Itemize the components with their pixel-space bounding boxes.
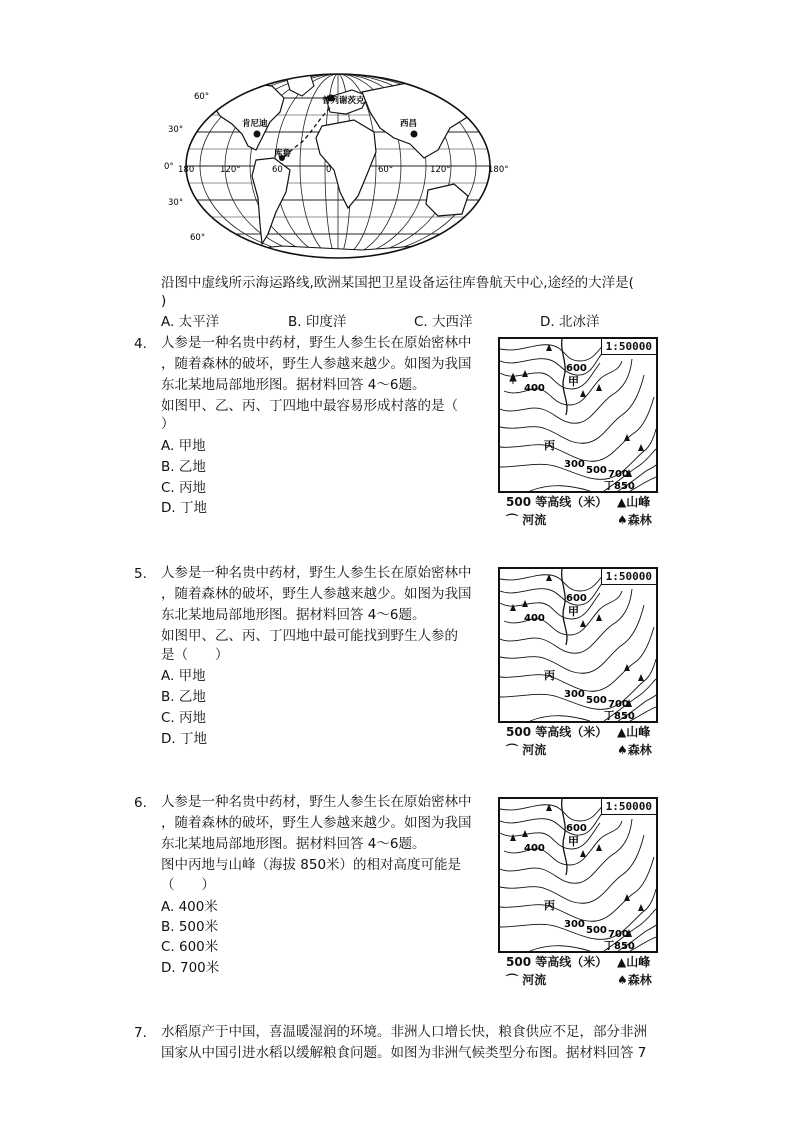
svg-text:600: 600 bbox=[566, 363, 587, 374]
topo-map-frame bbox=[498, 567, 658, 723]
svg-text:丁: 丁 bbox=[604, 941, 614, 951]
svg-text:700: 700 bbox=[608, 929, 629, 940]
q3-option-c[interactable]: C. 大西洋 bbox=[414, 314, 473, 330]
svg-text:300: 300 bbox=[564, 689, 585, 700]
svg-text:500: 500 bbox=[586, 695, 607, 706]
contour-lines bbox=[500, 799, 656, 951]
legend-peak: ▲山峰 bbox=[617, 725, 651, 739]
legend-peak: ▲山峰 bbox=[617, 495, 651, 509]
lon-label: 180° bbox=[488, 165, 509, 175]
contour-lines bbox=[500, 339, 656, 491]
lon-label: 120° bbox=[220, 165, 241, 175]
svg-text:丙: 丙 bbox=[544, 439, 555, 452]
option-b[interactable]: B. 500米 bbox=[161, 919, 219, 935]
q3-stem-line: ) bbox=[161, 293, 167, 309]
topo-map-frame bbox=[498, 337, 658, 493]
question-text-line: ，随着森林的破坏，野生人参越来越少。如图为我国 bbox=[161, 815, 472, 831]
legend-contour: 500 等高线（米） bbox=[506, 495, 608, 509]
svg-text:丁: 丁 bbox=[604, 711, 614, 721]
topo-map-frame bbox=[498, 797, 658, 953]
place-kennedy: 肯尼迪 bbox=[242, 119, 268, 129]
question-text-line: 国家从中国引进水稻以缓解粮食问题。如图为非洲气候类型分布图。据材料回答 7 bbox=[161, 1045, 647, 1061]
option-b[interactable]: B. 乙地 bbox=[161, 689, 206, 705]
svg-text:700: 700 bbox=[608, 699, 629, 710]
svg-text:500: 500 bbox=[586, 465, 607, 476]
option-d[interactable]: D. 丁地 bbox=[161, 500, 207, 516]
question-text-line: 如图甲、乙、丙、丁四地中最可能找到野生人参的 bbox=[161, 628, 458, 644]
question-text-line: 水稻原产于中国，喜温暖湿润的环境。非洲人口增长快，粮食供应不足，部分非洲 bbox=[161, 1024, 647, 1040]
lat-label: 30° bbox=[168, 198, 184, 208]
option-c[interactable]: C. 丙地 bbox=[161, 710, 207, 726]
question-text-line: （ ） bbox=[161, 877, 215, 893]
contour-lines bbox=[500, 569, 656, 721]
option-c[interactable]: C. 600米 bbox=[161, 939, 219, 955]
world-map bbox=[162, 68, 514, 264]
svg-text:400: 400 bbox=[524, 843, 545, 854]
lat-label: 60° bbox=[190, 233, 206, 243]
map-scale: 1:50000 bbox=[601, 799, 656, 815]
lat-label: 0° bbox=[164, 162, 174, 172]
lon-label: 60° bbox=[378, 165, 394, 175]
map-scale: 1:50000 bbox=[601, 339, 656, 355]
antarctica bbox=[192, 244, 492, 264]
asia bbox=[362, 82, 480, 158]
lon-label: 120° bbox=[430, 165, 451, 175]
svg-text:850: 850 bbox=[614, 711, 635, 721]
lon-label: 180 bbox=[178, 165, 195, 175]
question-text-line: ） bbox=[161, 416, 175, 432]
question-text-line: ，随着森林的破坏，野生人参越来越少。如图为我国 bbox=[161, 586, 472, 602]
lon-label: 0 bbox=[326, 165, 332, 175]
question-text-line: 东北某地局部地形图。据材料回答 4～6题。 bbox=[161, 377, 426, 393]
svg-text:丁: 丁 bbox=[604, 481, 614, 491]
legend-contour: 500 等高线（米） bbox=[506, 725, 608, 739]
q3-option-d[interactable]: D. 北冰洋 bbox=[540, 314, 600, 330]
question-text-line: 人参是一种名贵中药材，野生人参生长在原始密林中 bbox=[161, 794, 472, 810]
question-text-line: 是（ ） bbox=[161, 647, 229, 663]
svg-text:850: 850 bbox=[614, 481, 635, 491]
svg-text:500: 500 bbox=[586, 925, 607, 936]
svg-text:600: 600 bbox=[566, 823, 587, 834]
option-c[interactable]: C. 丙地 bbox=[161, 480, 207, 496]
lat-label: 60° bbox=[194, 92, 210, 102]
svg-text:丙: 丙 bbox=[544, 899, 555, 912]
legend-peak: ▲山峰 bbox=[617, 955, 651, 969]
legend-river: ⌒ 河流 bbox=[506, 973, 547, 987]
option-d[interactable]: D. 700米 bbox=[161, 960, 220, 976]
lon-label: 60 bbox=[272, 165, 283, 175]
question-text-line: 人参是一种名贵中药材，野生人参生长在原始密林中 bbox=[161, 565, 472, 581]
question-text-line: 东北某地局部地形图。据材料回答 4～6题。 bbox=[161, 836, 426, 852]
svg-text:400: 400 bbox=[524, 613, 545, 624]
svg-text:甲: 甲 bbox=[568, 835, 579, 848]
svg-text:600: 600 bbox=[566, 593, 587, 604]
option-b[interactable]: B. 乙地 bbox=[161, 459, 206, 475]
option-a[interactable]: A. 甲地 bbox=[161, 438, 206, 454]
option-a[interactable]: A. 甲地 bbox=[161, 668, 206, 684]
australia bbox=[426, 184, 468, 216]
svg-text:400: 400 bbox=[524, 383, 545, 394]
question-number: 7. bbox=[134, 1025, 147, 1041]
question-number: 4. bbox=[134, 336, 147, 352]
question-text-line: 如图甲、乙、丙、丁四地中最容易形成村落的是（ bbox=[161, 398, 458, 414]
q3-stem-line: 沿图中虚线所示海运路线,欧洲某国把卫星设备运往库鲁航天中心,途经的大洋是( bbox=[161, 275, 634, 291]
question-text-line: 图中丙地与山峰（海拔 850米）的相对高度可能是 bbox=[161, 857, 462, 873]
legend-forest: ♠森林 bbox=[617, 513, 652, 527]
place-xichang: 西昌 bbox=[400, 119, 418, 129]
place-kourou: 库鲁 bbox=[274, 149, 292, 159]
svg-text:丙: 丙 bbox=[544, 669, 555, 682]
question-text-line: ，随着森林的破坏，野生人参越来越少。如图为我国 bbox=[161, 356, 472, 372]
lat-label: 30° bbox=[168, 125, 184, 135]
svg-text:甲: 甲 bbox=[568, 605, 579, 618]
svg-text:850: 850 bbox=[614, 941, 635, 951]
legend-forest: ♠森林 bbox=[617, 973, 652, 987]
legend-river: ⌒ 河流 bbox=[506, 513, 547, 527]
svg-text:700: 700 bbox=[608, 469, 629, 480]
q3-option-b[interactable]: B. 印度洋 bbox=[288, 314, 347, 330]
option-a[interactable]: A. 400米 bbox=[161, 899, 218, 915]
svg-text:300: 300 bbox=[564, 459, 585, 470]
map-scale: 1:50000 bbox=[601, 569, 656, 585]
place-plesetsk: 普列谢茨克 bbox=[322, 96, 365, 106]
option-d[interactable]: D. 丁地 bbox=[161, 731, 207, 747]
question-text-line: 人参是一种名贵中药材，野生人参生长在原始密林中 bbox=[161, 335, 472, 351]
question-number: 6. bbox=[134, 795, 147, 811]
legend-forest: ♠森林 bbox=[617, 743, 652, 757]
question-number: 5. bbox=[134, 566, 147, 582]
svg-text:甲: 甲 bbox=[568, 375, 579, 388]
legend-river: ⌒ 河流 bbox=[506, 743, 547, 757]
question-text-line: 东北某地局部地形图。据材料回答 4～6题。 bbox=[161, 607, 426, 623]
q3-option-a[interactable]: A. 太平洋 bbox=[161, 314, 220, 330]
svg-text:300: 300 bbox=[564, 919, 585, 930]
legend-contour: 500 等高线（米） bbox=[506, 955, 608, 969]
